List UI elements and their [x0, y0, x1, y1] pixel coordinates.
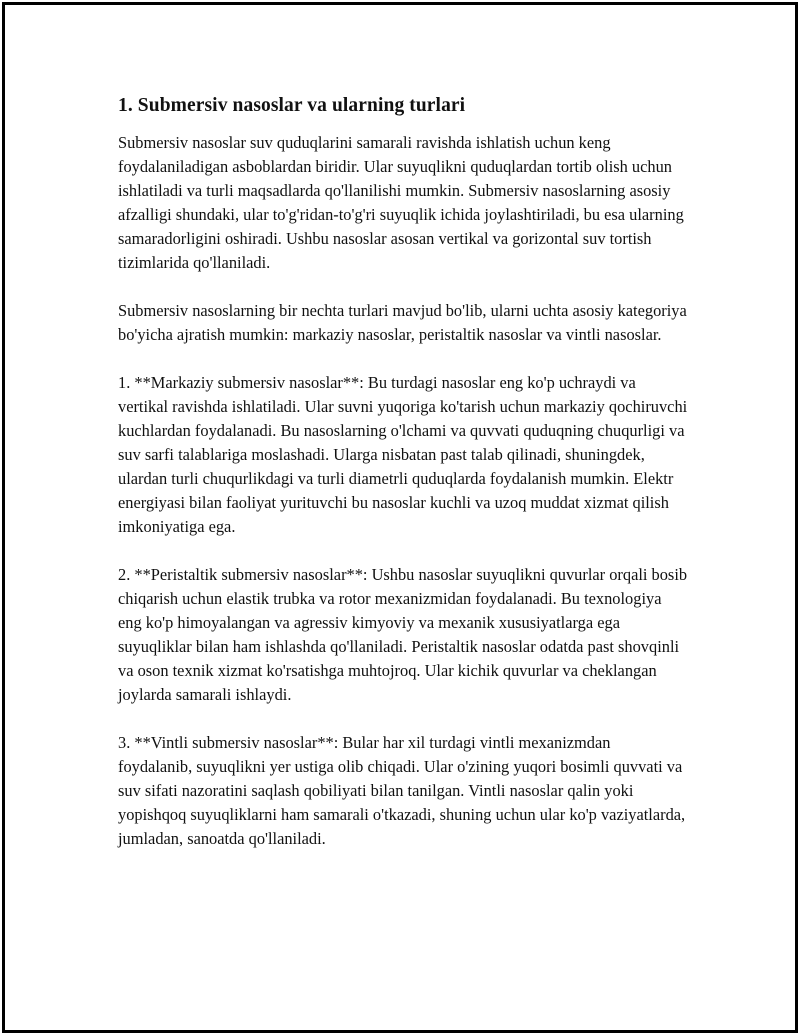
paragraph-intro: Submersiv nasoslar suv quduqlarini samarali ravishda ishlatish uchun keng foydalaniladigan asboblardan biridir. Ular suyuqlikni quduqlardan tortib olish uchun ishlatiladi va turli maqsadlarda qo'llanilishi mumkin. Submersiv nasoslarning asosiy afzalligi shundaki, ular to'g'ridan-to'g'ri suyuqlik ichida joylashtiriladi, bu esa ularning samaradorligini oshiradi. Ushbu nasoslar asosan vertikal va gorizontal suv tortish tizimlarida qo'llaniladi. — [118, 133, 684, 272]
document-title: 1. Submersiv nasoslar va ularning turlari — [118, 95, 466, 116]
paragraph-types-overview: Submersiv nasoslarning bir nechta turlari mavjud bo'lib, ularni uchta asosiy kategoriya bo'yicha ajratish mumkin: markaziy nasoslar, peristaltik nasoslar va vintli nasoslar. — [118, 301, 687, 344]
paragraph-peristaltic-pumps: 2. **Peristaltik submersiv nasoslar**: Ushbu nasoslar suyuqlikni quvurlar orqali bosib chiqarish uchun elastik trubka va rotor mexanizmidan foydalanadi. Bu texnologiya eng ko'p himoyalangan va agressiv kimyoviy va mexanik xususiyatlarga ega suyuqliklar bilan ham ishlashda qo'llaniladi. Peristaltik nasoslar odatda past shovqinli va oson texnik xizmat ko'rsatishga muhtojroq. Ular kichik quvurlar va cheklangan joylarda samarali ishlaydi. — [118, 565, 688, 704]
paragraph-centrifugal-pumps: 1. **Markaziy submersiv nasoslar**: Bu turdagi nasoslar eng ko'p uchraydi va vertikal ravishda ishlatiladi. Ular suvni yuqoriga ko'tarish uchun markaziy qochiruvchi kuchlardan foydalanadi. Bu nasoslarning o'lchami va quvvati quduqning chuqurligi va suv sarfi talablariga moslashadi. Ularga nisbatan past talab qilinadi, shuningdek, ulardan turli chuqurlikdagi va turli diametrli quduqlarda foydalanish mumkin. Elektr energiyasi bilan faoliyat yurituvchi bu nasoslar kuchli va uzoq muddat xizmat qilish imkoniyatiga ega. — [118, 373, 688, 536]
paragraph-screw-pumps: 3. **Vintli submersiv nasoslar**: Bular har xil turdagi vintli mexanizmdan foydalanib, suyuqlikni yer ustiga olib chiqadi. Ular o'zining yuqori bosimli quvvati va suv sifati nazoratini saqlash qobiliyati bilan tanilgan. Vintli nasoslar qalin yoki yopishqoq suyuqliklarni ham samarali o'tkazadi, shuning uchun ular ko'p vaziyatlarda, jumladan, sanoatda qo'llaniladi. — [118, 733, 686, 848]
document-body — [118, 93, 688, 875]
